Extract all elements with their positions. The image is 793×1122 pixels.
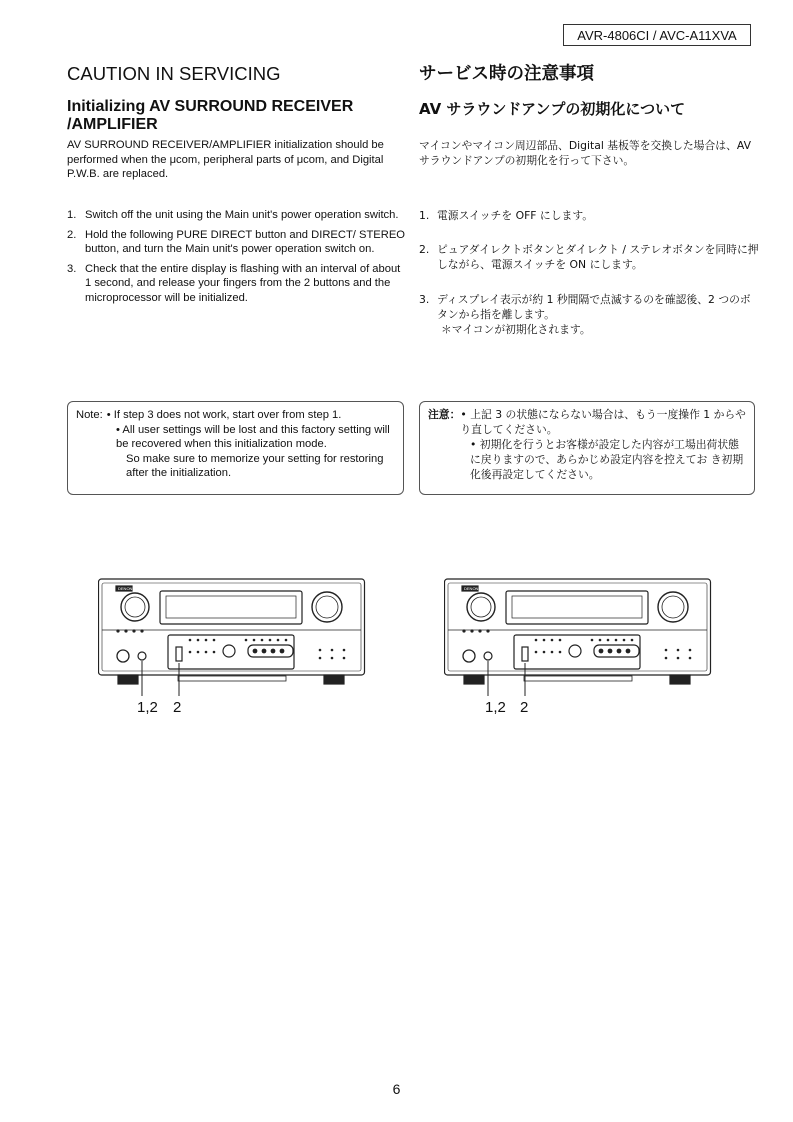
receiver-illustration — [98, 578, 368, 720]
page-title-english: CAUTION IN SERVICING — [67, 63, 281, 84]
note-label: 注意： — [428, 408, 461, 421]
steps-list-japanese — [419, 208, 759, 337]
receiver-figure-left — [98, 578, 368, 725]
callout-label: 1,2 — [485, 699, 506, 716]
receiver-illustration — [444, 578, 714, 720]
brand-label: DENON — [464, 586, 479, 591]
callout-label: 2 — [173, 699, 182, 716]
note-item: So make sure to memorize your setting for restoring after the initialization. — [126, 452, 384, 479]
page-title-japanese: サービス時の注意事項 — [419, 64, 594, 84]
callout-label: 2 — [520, 699, 529, 716]
intro-text-english: AV SURROUND RECEIVER/AMPLIFIER initialization should be performed when the μcom, peripheral parts of μcom, and Digital P.W.B. are replaced. — [67, 139, 384, 180]
step-item: 1. 電源スイッチを OFF にします。 — [419, 209, 594, 222]
note-box-english — [67, 401, 404, 495]
receiver-figure-right — [444, 578, 714, 725]
section-subtitle-english: Initializing AV SURROUND RECEIVER /AMPLIFIER — [67, 98, 354, 133]
note-item: • If step 3 does not work, start over from step 1. — [106, 409, 342, 421]
step3-note: ＊マイコンが初期化されます。 — [441, 323, 591, 336]
note-box-japanese — [419, 401, 755, 495]
section-subtitle-japanese: AV サラウンドアンプの初期化について — [419, 100, 686, 118]
note-item: • 上記 3 の状態にならない場合は、もう一度操作 1 からやり直してください。 — [460, 408, 746, 436]
step-item: 1. Switch off the unit using the Main unit's power operation switch. — [67, 209, 399, 221]
step-item: 3. ディスプレイ表示が約 1 秒間隔で点滅するのを確認後、2 つのボタンから指を離します。 ＊マイコンが初期化されます。 — [419, 293, 751, 336]
note-label: Note: — [76, 409, 103, 421]
step-item: 2. ピュアダイレクトボタンとダイレクト / ステレオボタンを同時に押しながら、電源スイッチを ON にします。 — [419, 243, 759, 271]
note-item: • All user settings will be lost and this factory setting will be recovered when this initialization mode. — [116, 423, 390, 450]
english-column — [67, 62, 407, 310]
model-number-box: AVR-4806CI / AVC-A11XVA — [563, 24, 751, 46]
japanese-column — [419, 62, 759, 337]
steps-list-english — [67, 208, 407, 305]
intro-text-japanese: マイコンやマイコン周辺部品、Digital 基板等を交換した場合は、AV サラウンドアンプの初期化を行って下さい。 — [419, 139, 751, 167]
step-item: 3. Check that the entire display is flashing with an interval of about 1 second, and release your fingers from the 2 buttons and the microprocessor will be initialized. — [67, 262, 401, 304]
step-item: 2. Hold the following PURE DIRECT button and DIRECT/ STEREO button, and turn the Main unit's power operation switch on. — [67, 228, 406, 255]
note-item: • 初期化を行うとお客様が設定した内容が工場出荷状態に戻りますので、あらかじめ設定内容を控えてお き初期化後再設定してください。 — [470, 438, 744, 481]
callout-label: 1,2 — [137, 699, 158, 716]
page-number: 6 — [392, 1081, 401, 1097]
brand-label: DENON — [118, 586, 133, 591]
